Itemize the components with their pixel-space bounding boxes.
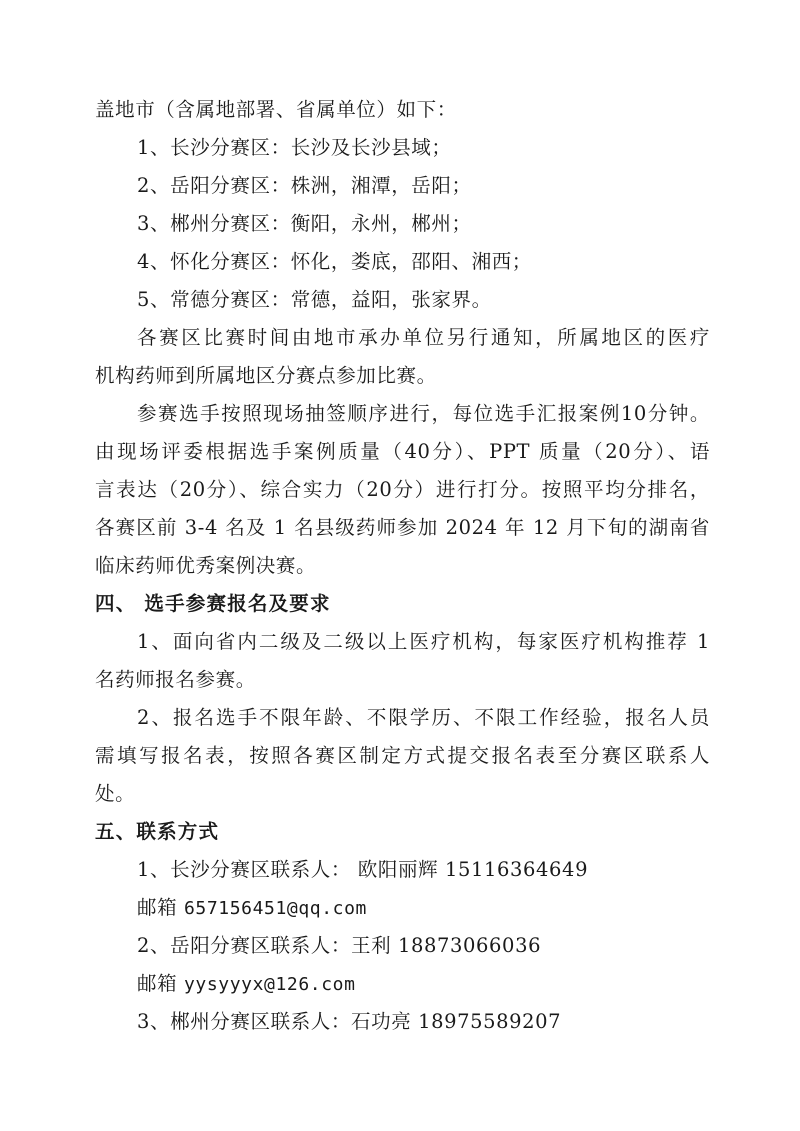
contact-yueyang-email bbox=[137, 969, 717, 1000]
requirement-2-line-1: 2、报名选手不限年龄、不限学历、不限工作经验，报名人员 bbox=[137, 706, 710, 729]
contact-chenzhou: 3、郴州分赛区联系人：石功亮 18975589207 bbox=[137, 1010, 562, 1033]
paragraph-schedule-line-1: 各赛区比赛时间由地市承办单位另行通知，所属地区的医疗 bbox=[137, 326, 710, 349]
paragraph-schedule-line-2: 机构药师到所属地区分赛点参加比赛。 bbox=[95, 364, 437, 387]
requirement-2-line-3: 处。 bbox=[95, 782, 136, 805]
section-heading-4: 四、 选手参赛报名及要求 bbox=[95, 592, 331, 615]
region-item-changsha: 1、长沙分赛区：长沙及长沙县域； bbox=[137, 136, 452, 159]
requirement-1-line-1: 1、面向省内二级及二级以上医疗机构，每家医疗机构推荐 1 bbox=[137, 630, 710, 653]
paragraph-rules-line-5: 临床药师优秀案例决赛。 bbox=[95, 554, 317, 577]
email-label: 邮箱 bbox=[137, 972, 184, 995]
contact-changsha-email bbox=[137, 893, 717, 924]
email-label: 邮箱 bbox=[137, 896, 184, 919]
region-item-chenzhou: 3、郴州分赛区：衡阳，永州，郴州； bbox=[137, 212, 472, 235]
region-item-yueyang: 2、岳阳分赛区：株洲，湘潭，岳阳； bbox=[137, 174, 472, 197]
section-heading-5: 五、联系方式 bbox=[95, 820, 220, 843]
paragraph-rules-line-3: 言表达（20分）、综合实力（20分）进行打分。按照平均分排名， bbox=[95, 478, 710, 501]
paragraph-rules-line-4: 各赛区前 3-4 名及 1 名县级药师参加 2024 年 12 月下旬的湖南省 bbox=[95, 516, 710, 539]
paragraph-rules-line-2: 由现场评委根据选手案例质量（40分）、PPT 质量（20分）、语 bbox=[95, 440, 710, 463]
region-item-changde: 5、常德分赛区：常德，益阳，张家界。 bbox=[137, 288, 492, 311]
region-item-huaihua: 4、怀化分赛区：怀化，娄底，邵阳、湘西； bbox=[137, 250, 532, 273]
contact-yueyang: 2、岳阳分赛区联系人：王利 18873066036 bbox=[137, 934, 542, 957]
requirement-1-line-2: 名药师报名参赛。 bbox=[95, 668, 256, 691]
email-link[interactable]: yysyyyx@126.com bbox=[184, 974, 356, 995]
email-link[interactable]: 657156451@qq.com bbox=[184, 898, 367, 919]
contact-changsha: 1、长沙分赛区联系人： 欧阳丽辉 15116364649 bbox=[137, 858, 589, 881]
requirement-2-line-2: 需填写报名表，按照各赛区制定方式提交报名表至分赛区联系人 bbox=[95, 744, 710, 767]
paragraph-rules-line-1: 参赛选手按照现场抽签顺序进行，每位选手汇报案例10分钟。 bbox=[137, 402, 710, 425]
intro-line: 盖地市（含属地部署、省属单位）如下： bbox=[95, 98, 457, 121]
